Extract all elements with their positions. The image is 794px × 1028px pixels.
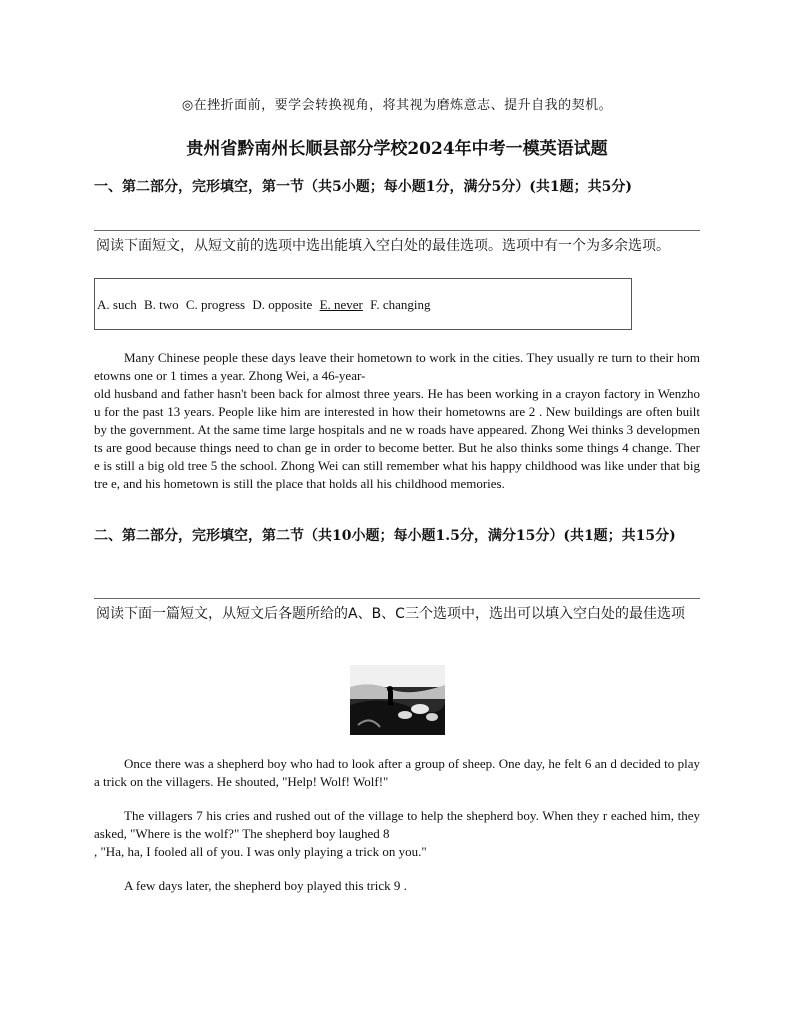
option-a: A. such: [97, 297, 137, 312]
section-1-heading: 一、第二部分，完形填空，第一节（共5小题；每小题1分，满分5分）(共1题；共5分): [94, 179, 632, 195]
divider: [94, 598, 700, 599]
story-paragraph-3: [94, 877, 700, 895]
section-1-instruction: 阅读下面短文，从短文前的选项中选出能填入空白处的最佳选项。选项中有一个为多余选项。: [96, 238, 670, 254]
exam-title: 贵州省黔南州长顺县部分学校2024年中考一模英语试题: [186, 139, 608, 159]
story-text-4: A few days later, the shepherd boy played this trick 9 .: [124, 878, 407, 893]
option-f: F. changing: [370, 297, 431, 312]
option-c: C. progress: [185, 297, 246, 312]
story-text-2: The villagers 7 his cries and rushed out of the village to help the shepherd boy. When they r eached him, they asked, "Where is the wolf?" The shepherd boy laughed 8: [94, 808, 700, 841]
story-paragraph-1: [94, 755, 700, 791]
option-e: E. never: [319, 297, 363, 312]
story-text-3: , "Ha, ha, I fooled all of you. I was only playing a trick on you.": [94, 844, 427, 859]
passage-1-body: old husband and father hasn't been back for almost three years. He has been working in a crayon factory in Wenzhou for the past 13 years. People like him are interested in how their hometowns are 2 . New buildings are often built by the government. At the same time large hospitals and ne w roads have appeared. Zhong Wei thinks 3 developments are good because things need to chan ge in order to become better. But he also thinks some things 4 change. There is still a big old tree 5 the school. Zhong Wei can still remember what his happy childhood was like under that big tre e, and his hometown is still the place that holds all his childhood memories.: [94, 386, 700, 491]
option-b: B. two: [143, 297, 179, 312]
section-2-heading: 二、第二部分，完形填空，第二节（共10小题；每小题1.5分，满分15分）(共1题；共15分): [94, 528, 676, 544]
passage-1-line-1: Many Chinese people these days leave their hometown to work in the cities. They usually re turn to their hometowns one or 1 times a year. Zhong Wei, a 46-year-: [94, 350, 700, 383]
section-2-instruction: 阅读下面一篇短文，从短文后各题所给的A、B、C三个选项中，选出可以填入空白处的最佳选项: [96, 606, 685, 622]
motto-line: ◎在挫折面前，要学会转换视角，将其视为磨炼意志、提升自我的契机。: [181, 98, 613, 113]
passage-1: [94, 349, 700, 493]
story-text-1: Once there was a shepherd boy who had to look after a group of sheep. One day, he felt 6 an d decided to play a trick on the villagers. He shouted, "Help! Wolf! Wolf!": [94, 756, 700, 789]
options-box: [94, 278, 632, 330]
shepherd-photo: [350, 665, 445, 735]
option-d: D. opposite: [252, 297, 313, 312]
divider: [94, 230, 700, 231]
story-paragraph-2: [94, 807, 700, 861]
